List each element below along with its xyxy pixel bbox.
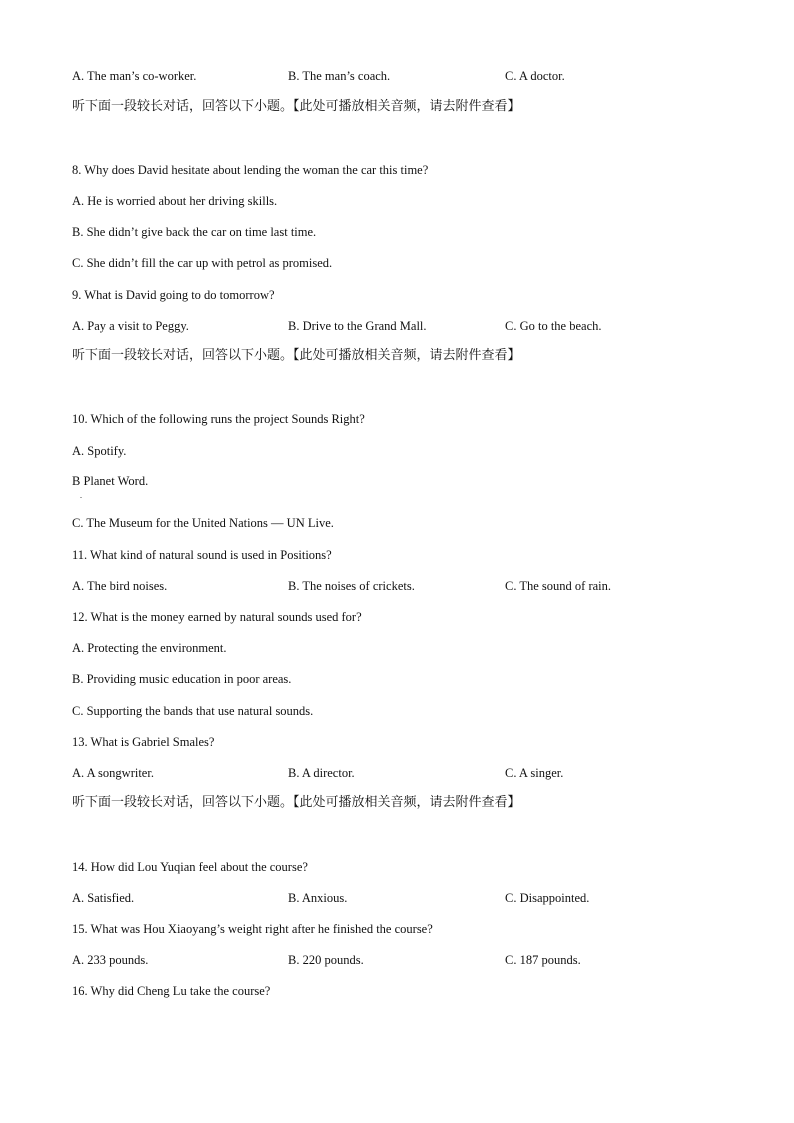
q9-options [72, 318, 722, 334]
section-notice-1: 听下面一段较长对话，回答以下小题。【此处可播放相关音频，请去附件查看】 [72, 99, 521, 114]
q8-option-b: B. She didn’t give back the car on time last time. [72, 225, 317, 239]
q14-option-a: A. Satisfied. [72, 891, 135, 905]
q12-question: 12. What is the money earned by natural sounds used for? [72, 610, 362, 624]
q8-option-c: C. She didn’t fill the car up with petrol as promised. [72, 256, 333, 270]
q16-question: 16. Why did Cheng Lu take the course? [72, 984, 271, 998]
q9-question: 9. What is David going to do tomorrow? [72, 288, 275, 302]
q8-question: 8. Why does David hesitate about lending the woman the car this time? [72, 163, 429, 177]
q11-option-b: B. The noises of crickets. [288, 579, 415, 593]
q14-option-b: B. Anxious. [288, 891, 348, 905]
q15-option-c: C. 187 pounds. [505, 953, 581, 967]
q10-option-b-dot: . [80, 491, 82, 500]
q11-question: 11. What kind of natural sound is used in Positions? [72, 548, 332, 562]
q9-option-b: B. Drive to the Grand Mall. [288, 319, 427, 333]
q15-options [72, 952, 722, 968]
q7-option-a: A. The man’s co-worker. [72, 69, 197, 83]
q14-question: 14. How did Lou Yuqian feel about the course? [72, 860, 308, 874]
q10-option-c: C. The Museum for the United Nations — UN Live. [72, 516, 334, 530]
q11-option-c: C. The sound of rain. [505, 579, 612, 593]
q10-option-b: B Planet Word. [72, 474, 149, 488]
q7-option-b: B. The man’s coach. [288, 69, 391, 83]
q9-option-c: C. Go to the beach. [505, 319, 602, 333]
section-notice-3: 听下面一段较长对话，回答以下小题。【此处可播放相关音频，请去附件查看】 [72, 795, 521, 810]
q12-option-c: C. Supporting the bands that use natural sounds. [72, 704, 314, 718]
q12-option-a: A. Protecting the environment. [72, 641, 227, 655]
q13-options [72, 765, 722, 781]
section-notice-2: 听下面一段较长对话，回答以下小题。【此处可播放相关音频，请去附件查看】 [72, 348, 521, 363]
q13-option-c: C. A singer. [505, 766, 564, 780]
q11-options [72, 578, 722, 594]
q11-option-a: A. The bird noises. [72, 579, 168, 593]
q13-question: 13. What is Gabriel Smales? [72, 735, 215, 749]
q8-option-a: A. He is worried about her driving skills. [72, 194, 278, 208]
q15-option-a: A. 233 pounds. [72, 953, 149, 967]
q10-option-a: A. Spotify. [72, 444, 127, 458]
q14-options [72, 890, 722, 906]
q15-question: 15. What was Hou Xiaoyang’s weight right after he finished the course? [72, 922, 433, 936]
q15-option-b: B. 220 pounds. [288, 953, 364, 967]
q14-option-c: C. Disappointed. [505, 891, 590, 905]
q7-options [72, 68, 722, 84]
q7-option-c: C. A doctor. [505, 69, 565, 83]
q9-option-a: A. Pay a visit to Peggy. [72, 319, 189, 333]
q12-option-b: B. Providing music education in poor areas. [72, 672, 292, 686]
q10-question: 10. Which of the following runs the project Sounds Right? [72, 412, 365, 426]
q13-option-a: A. A songwriter. [72, 766, 154, 780]
q13-option-b: B. A director. [288, 766, 355, 780]
